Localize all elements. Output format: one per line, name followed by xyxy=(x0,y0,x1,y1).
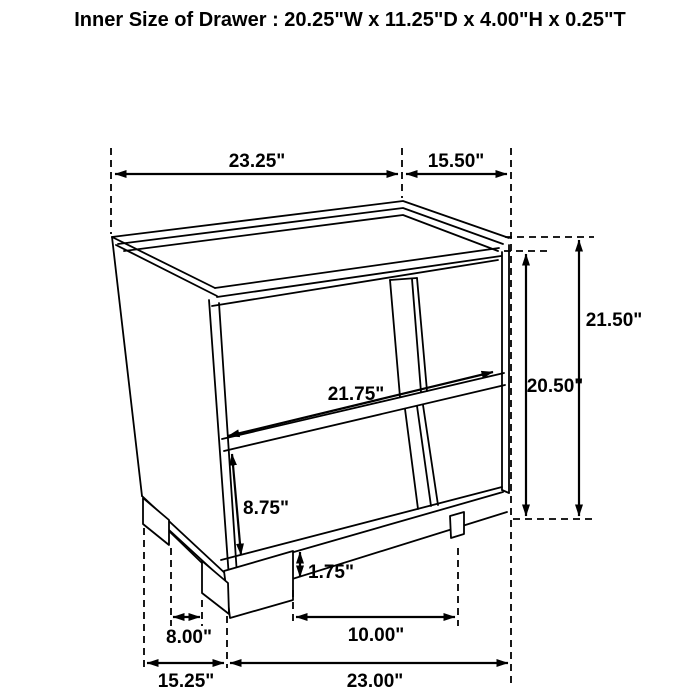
dim-label-lower-drawer-height: 8.75" xyxy=(243,498,289,519)
dim-base-height xyxy=(300,552,354,583)
dim-label-overall-height: 21.50" xyxy=(585,310,643,331)
dim-label-side-feet-gap: 8.00" xyxy=(166,627,212,648)
dim-label-top-depth: 15.50" xyxy=(427,151,485,172)
dim-label-base-side-depth: 15.25" xyxy=(157,671,215,692)
dim-case-height xyxy=(504,251,583,516)
page-title: Inner Size of Drawer : 20.25"W x 11.25"D x 4.00"H x 0.25"T xyxy=(74,9,626,31)
top-slab xyxy=(112,201,509,297)
feet xyxy=(143,498,464,618)
dim-label-top-width: 23.25" xyxy=(228,151,286,172)
dim-lower-drawer-height xyxy=(232,454,289,555)
dim-base-front-width xyxy=(230,663,508,692)
drawer-fronts xyxy=(209,245,509,599)
dim-label-drawer-front-width: 21.75" xyxy=(327,384,385,405)
nightstand-line-art xyxy=(112,201,509,618)
dim-label-case-height: 20.50" xyxy=(526,376,584,397)
dim-label-base-height: 1.75" xyxy=(308,562,354,583)
dim-drawer-front-width xyxy=(228,372,493,436)
dim-label-front-feet-gap: 10.00" xyxy=(347,625,405,646)
dim-label-base-front-width: 23.00" xyxy=(346,671,404,692)
dim-side-feet-gap xyxy=(144,528,212,668)
